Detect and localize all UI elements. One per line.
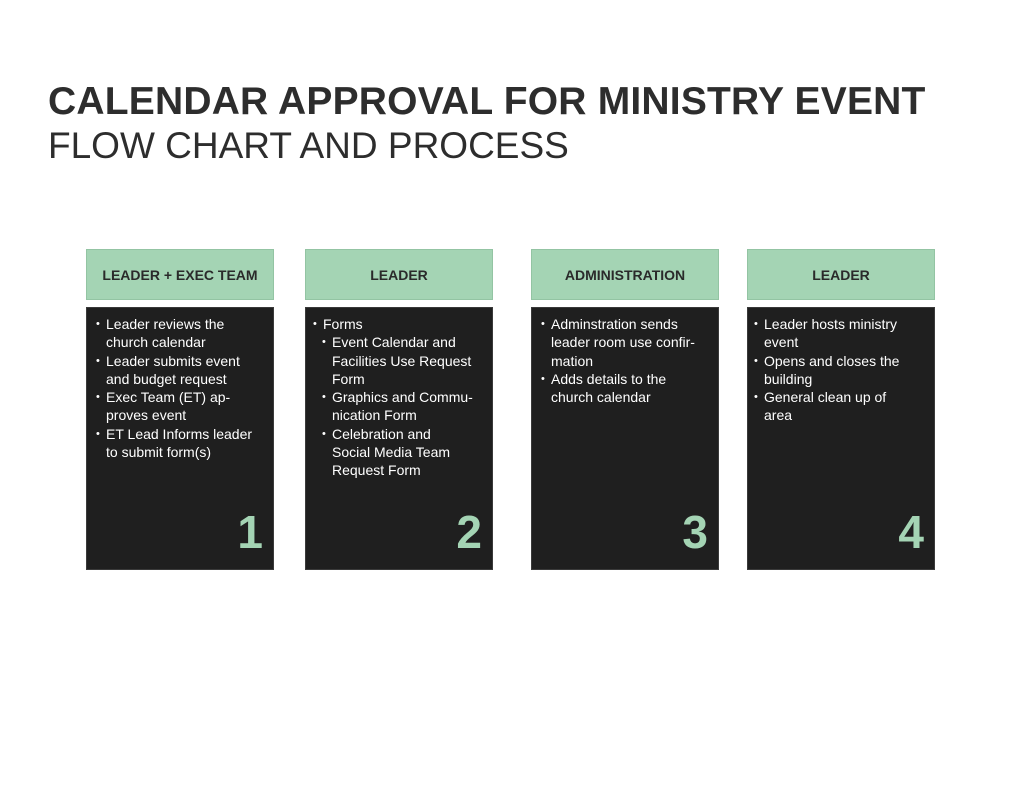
step-3-column [531, 249, 719, 570]
step-4-number: 4 [898, 506, 924, 558]
list-item: • Leader submits event and budget request [96, 352, 267, 389]
list-item: • Opens and closes the building [754, 352, 928, 389]
step-4-header: LEADER [747, 249, 935, 300]
step-4-column [747, 249, 935, 570]
step-3-list [541, 315, 712, 406]
list-item: • Adminstration sends leader room use confir- mation [541, 315, 712, 370]
list-item: • Event Calendar and Facilities Use Request Form [322, 333, 486, 388]
list-item: • Graphics and Commu- nication Form [322, 388, 486, 425]
step-2-column [305, 249, 493, 570]
list-item: • Adds details to the church calendar [541, 370, 712, 407]
step-2-number: 2 [456, 506, 482, 558]
step-2-body [305, 307, 493, 570]
list-item: • Exec Team (ET) ap- proves event [96, 388, 267, 425]
list-item: • ET Lead Informs leader to submit form(s) [96, 425, 267, 462]
list-item: • Celebration and Social Media Team Request Form [322, 425, 486, 480]
step-1-header: LEADER + EXEC TEAM [86, 249, 274, 300]
step-1-list [96, 315, 267, 461]
step-3-number: 3 [682, 506, 708, 558]
step-4-body [747, 307, 935, 570]
list-item: • Leader hosts ministry event [754, 315, 928, 352]
step-3-body [531, 307, 719, 570]
page-subtitle: FLOW CHART AND PROCESS [48, 125, 569, 166]
step-3-header: ADMINISTRATION [531, 249, 719, 300]
step-2-list [313, 315, 486, 333]
step-4-list [754, 315, 928, 425]
step-1-body [86, 307, 274, 570]
step-2-header: LEADER [305, 249, 493, 300]
page-title: CALENDAR APPROVAL FOR MINISTRY EVENT [48, 80, 926, 123]
step-2-sublist [313, 333, 486, 479]
step-1-number: 1 [237, 506, 263, 558]
list-item: • Forms [313, 315, 486, 333]
step-1-column [86, 249, 274, 570]
list-item: • Leader reviews the church calendar [96, 315, 267, 352]
list-item: • General clean up of area [754, 388, 928, 425]
